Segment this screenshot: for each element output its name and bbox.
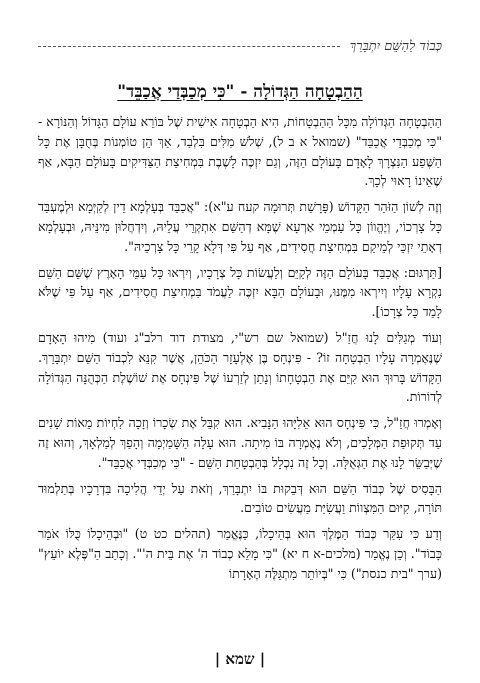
paragraph-7: וְדַע כִּי עִקַּר כְּבוֹד הַמֶּלֶךְ הוּא בְּהֵיכָלוֹ, כַּנֶּאֱמַר (תהלים כט ט) "וּבְהֵיכָלוֹ כֻּלּוֹ אֹמֵר כָּבוֹד". וְכֵן נֶאֱמַר (מלכים-א ח יא) "כִּי מָלֵא כְבוֹד ה' אֶת בֵּית ה'". וְכָתַב הַ"פֶּלֶא יוֹעֵץ" (ערך "בית כנסת") כִּי "בְּיוֹתֵר מִתְגַּלֶּה הֶאָרָתוֹ [38,526,442,581]
paragraph-4: וְעוֹד מְגַלִּים לָנוּ חֲזַ"ל (שמואל שם רש"י, מצודת דוד רלב"ג ועוד) מִיהוּ הָאָדָם שֶׁנֶּאֶמְרָה עָלָיו הַבְטָחָה זוֹ? - פִּינְחָס בֶּן אֶלְעָזָר הַכֹּהֵן, אֲשֶׁר קִנֵּא לִכְבוֹד הַשֵּׁם יִתְבָּרַךְ. הַקָּדוֹשׁ בָּרוּךְ הוּא קִיֵּם אֶת הַבְטָחָתוֹ וְנָתַן לְזַרְעוֹ שֶׁל פִּינְחָס אֶת שׁוֹשֶׁלֶת הַכְּהֻנָּה הַגְּדוֹלָה לְדוֹרוֹת. [38,329,442,405]
paragraph-1: הַהַבְטָחָה הַגְּדוֹלָה מִכָּל הַהַבְטָחוֹת, הִיא הַבְטָחָה אִישִׁית שֶׁל בּוֹרֵא עוֹלָם הַגָּדוֹל וְהַנּוֹרָא - "כִּי מְכַבְּדַי אֲכַבֵּד" (שמואל א ב ל), שְׁלֹשׁ מִלִּים בִּלְבַד, אַךְ הֵן טוֹמְנוֹת בְּחֻבָּן אֶת כָּל הַשֶּׁפַע הַנִּצְרָךְ לָאָדָם בָּעוֹלָם הַזֶּה, וְגַם יִזְכֶּה לָשֶׁבֶת בִּמְחִיצַת הַצַּדִּיקִים בָּעוֹלָם הַבָּא, אַף שֶׁאֵינוֹ רָאוּי לְכָךְ. [38,114,442,189]
running-header-title: כְּבוֹד לַהַשֵּׁם יִתְבָּרַךְ [349,39,442,54]
paragraph-6: הַבָּסִיס שֶׁל כְּבוֹד הַשֵּׁם הוּא דְּבֵקוּת בּוֹ יִתְבָּרַךְ, וְזֹאת עַל יְדֵי הֲלִיכָה בִּדְרָכָיו בְּתַלְמוּד תּוֹרָה, קִיּוּם הַמִּצְווֹת וַעֲשִׂיַּת מַעֲשִׂים טוֹבִים. [38,480,442,516]
header-divider [38,46,340,47]
body-text [38,112,442,590]
paragraph-5: וְאָמְרוּ חֲזַ"ל, כִּי פִּינְחָס הוּא אֵלִיָּהוּ הַנָּבִיא. הוּא קִבֵּל אֶת שְׂכָרוֹ וְזָכָה לִחְיוֹת מֵאוֹת שָׁנִים עַד תְּקוּפַת הַמְּלָכִים, וְלֹא נֶאֶמְרָה בּוֹ מִיתָה. הוּא עָלָה הַשָּׁמַיְמָה וְהָפַךְ לְמַלְאָךְ, וְהוּא זֶה שֶׁיְּבַשֵּׂר לָנוּ אֶת הַגְּאֻלָּה. וְכָל זֶה נִכְלָל בְּהַבְטָחַת הַשֵּׁם - "כִּי מְכַבְּדַי אֲכַבֵּד". [38,415,442,470]
page-number: | שמא | [214,650,266,668]
running-header [38,36,442,56]
chapter-heading: הַהַבְטָחָה הַגְּדוֹלָה - "כִּי מְכַבְּדַי אֲכַבֵּד" [117,82,363,102]
paragraph-3: [תַּרְגּוּם: אֲכַבֵּד בָּעוֹלָם הַזֶּה לְקַיֵּם וְלַעֲשׂוֹת כָּל צְרָכָיו, וְיִרְאוּ כָּל עַמֵּי הָאָרֶץ שֶׁשֵּׁם הַשֵּׁם נִקְרָא עָלָיו וְיִירְאוּ מִמֶּנּוּ, וּבָעוֹלָם הַבָּא יִזְכֶּה לַעֲמֹד בִּמְחִיצַת חֲסִידִים, אַף עַל פִּי שֶׁלֹּא לָמַד כָּל צְרָכוֹ]. [38,264,442,320]
paragraph-2: וְזֶה לְשׁוֹן הַזֹּהַר הַקָּדוֹשׁ (פָּרָשַׁת תְּרוּמָה קעח ע"א): "אֲכַבֵּד בְּעָלְמָא דֵין לְקַיְּמָא וּלְמֶעְבַּד כָּל צָרְכוֹי, וְיֶהֱווֹן כָּל עַמְמֵי אַרְעָא שֶׁמָּא דְהַשֵּׁם אִתְקְרֵי עֲלֵיהּ, וְיִדְחֲלוּן מִינֵּיהּ, וּבְעָלְמָא דְאָתֵי יִזְכֵּי לְמֵיקַם בִּמְחִיצַת חֲסִידִים, אַף עַל פִּי דְּלָא קָרֵי כָּל צָרְכֵיהּ". [38,199,442,254]
